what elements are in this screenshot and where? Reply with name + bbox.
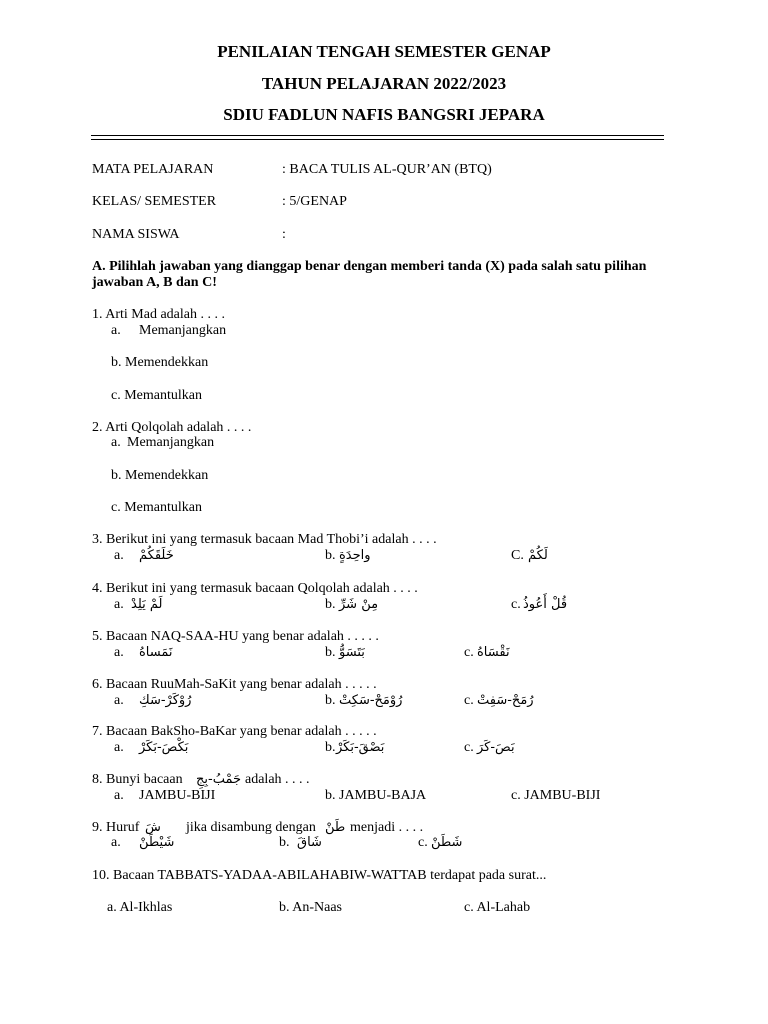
q2-option-b: b. Memendekkan <box>111 468 209 483</box>
q3-option-b: واحِدَةٍ <box>339 548 371 563</box>
q7-option-c-marker: c. <box>464 740 474 755</box>
q1-option-a: Memanjangkan <box>139 323 227 338</box>
question-2: 2. Arti Qolqolah adalah . . . . <box>92 420 252 435</box>
q10-option-b: b. An-Naas <box>279 900 342 915</box>
q3-option-b-marker: b. <box>325 548 336 563</box>
question-9: 9. Huruf <box>92 820 140 835</box>
q9-option-b-marker: b. <box>279 835 290 850</box>
exam-title: PENILAIAN TENGAH SEMESTER GENAP <box>217 42 551 61</box>
subject-value: : BACA TULIS AL-QUR’AN (BTQ) <box>282 162 492 177</box>
q5-option-c-marker: c. <box>464 645 474 660</box>
q6-option-a: رُوْكَرْ-سَكِ <box>139 693 192 708</box>
q8-option-a: JAMBU-BIJI <box>139 788 216 803</box>
q9-option-a-marker: a. <box>111 835 121 850</box>
question-6: 6. Bacaan RuuMah-SaKit yang benar adalah . . . . . <box>92 677 377 692</box>
instruction: A. Pilihlah jawaban yang dianggap benar dengan memberi tanda (X) pada salah satu pilihan jawaban A, B dan C! <box>92 259 647 290</box>
student-name-value: : <box>282 227 286 242</box>
class-value: : 5/GENAP <box>282 194 347 209</box>
q3-option-a-marker: a. <box>114 548 124 563</box>
q9-option-c: شَطَنْ <box>431 835 463 850</box>
q7-option-b-marker: b. <box>325 740 336 755</box>
q9-question-middle: jika disambung dengan <box>186 820 316 835</box>
question-1: 1. Arti Mad adalah . . . . <box>92 307 225 322</box>
q1-option-c: c. Memantulkan <box>111 388 202 403</box>
q6-option-c: رُمَحْ-سَفِتْ <box>477 693 534 708</box>
q5-option-b-marker: b. <box>325 645 336 660</box>
q4-option-a-marker: a. <box>114 597 124 612</box>
q3-option-c: لَكُمْ <box>528 548 548 563</box>
q8-option-c: c. JAMBU-BIJI <box>511 788 601 803</box>
academic-year: TAHUN PELAJARAN 2022/2023 <box>261 74 507 93</box>
q9-arabic-suffix: طَنْ <box>325 820 346 835</box>
question-8: 8. Bunyi bacaan <box>92 772 183 787</box>
q10-option-a: a. Al-Ikhlas <box>107 900 173 915</box>
q8-arabic-word: جَمْبُ-بِجِ <box>196 772 242 787</box>
q9-arabic-letter: شَ <box>145 820 161 835</box>
q9-option-c-marker: c. <box>418 835 428 850</box>
q5-option-a: نَمَساهُ <box>139 645 173 660</box>
q6-option-c-marker: c. <box>464 693 474 708</box>
question-3: 3. Berikut ini yang termasuk bacaan Mad Thobi’i adalah . . . . <box>92 532 437 547</box>
q7-option-a-marker: a. <box>114 740 124 755</box>
q6-option-b-marker: b. <box>325 693 336 708</box>
q4-option-b: مِنْ شَرِّ <box>339 597 379 612</box>
q9-question-end: menjadi . . . . <box>350 820 424 835</box>
q6-option-a-marker: a. <box>114 693 124 708</box>
q7-option-c: بَصَ-كَرَ <box>477 740 515 755</box>
q8-option-a-marker: a. <box>114 788 124 803</box>
q10-option-c: c. Al-Lahab <box>464 900 531 915</box>
header-rule-bottom <box>91 139 664 140</box>
q8-question-end: adalah . . . . <box>245 772 310 787</box>
q4-option-c: قُلْ أَعُوذُ <box>523 597 568 612</box>
school-name: SDIU FADLUN NAFIS BANGSRI JEPARA <box>223 105 545 124</box>
q2-option-c: c. Memantulkan <box>111 500 202 515</box>
q5-option-c: نَقْسَاهُ <box>477 645 510 660</box>
class-label: KELAS/ SEMESTER <box>92 194 217 209</box>
q3-option-a: خَلَقَكُمْ <box>139 548 174 563</box>
q2-option-a: Memanjangkan <box>127 435 215 450</box>
q9-option-a: شَيْطَنْ <box>139 835 175 850</box>
q1-option-b: b. Memendekkan <box>111 355 209 370</box>
q9-option-b: شَاقَ <box>297 835 322 850</box>
q8-option-b: b. JAMBU-BAJA <box>325 788 427 803</box>
q4-option-b-marker: b. <box>325 597 336 612</box>
q4-option-a: لَمْ يَلِدْ <box>131 597 163 612</box>
q7-option-b: بَصْقَ-بَكَرْ <box>336 740 385 755</box>
q4-option-c-marker: c. <box>511 597 521 612</box>
question-4: 4. Berikut ini yang termasuk bacaan Qolqolah adalah . . . . <box>92 581 418 596</box>
q5-option-a-marker: a. <box>114 645 124 660</box>
question-10: 10. Bacaan TABBATS-YADAA-ABILAHABIW-WATTAB terdapat pada surat... <box>92 868 547 883</box>
q1-option-a-marker: a. <box>111 323 121 338</box>
q7-option-a: بَكْصَ-بَكَرْ <box>139 740 189 755</box>
q6-option-b: رُوْمَحْ-سَكِتْ <box>339 693 403 708</box>
subject-label: MATA PELAJARAN <box>92 162 214 177</box>
question-7: 7. Bacaan BakSho-BaKar yang benar adalah . . . . . <box>92 724 377 739</box>
q2-option-a-marker: a. <box>111 435 121 450</box>
header-rule-top <box>91 135 664 136</box>
q3-option-c-marker: C. <box>511 548 524 563</box>
question-5: 5. Bacaan NAQ-SAA-HU yang benar adalah . . . . . <box>92 629 379 644</box>
q5-option-b: بَتَسَوُّ <box>339 645 365 660</box>
student-name-label: NAMA SISWA <box>92 227 180 242</box>
